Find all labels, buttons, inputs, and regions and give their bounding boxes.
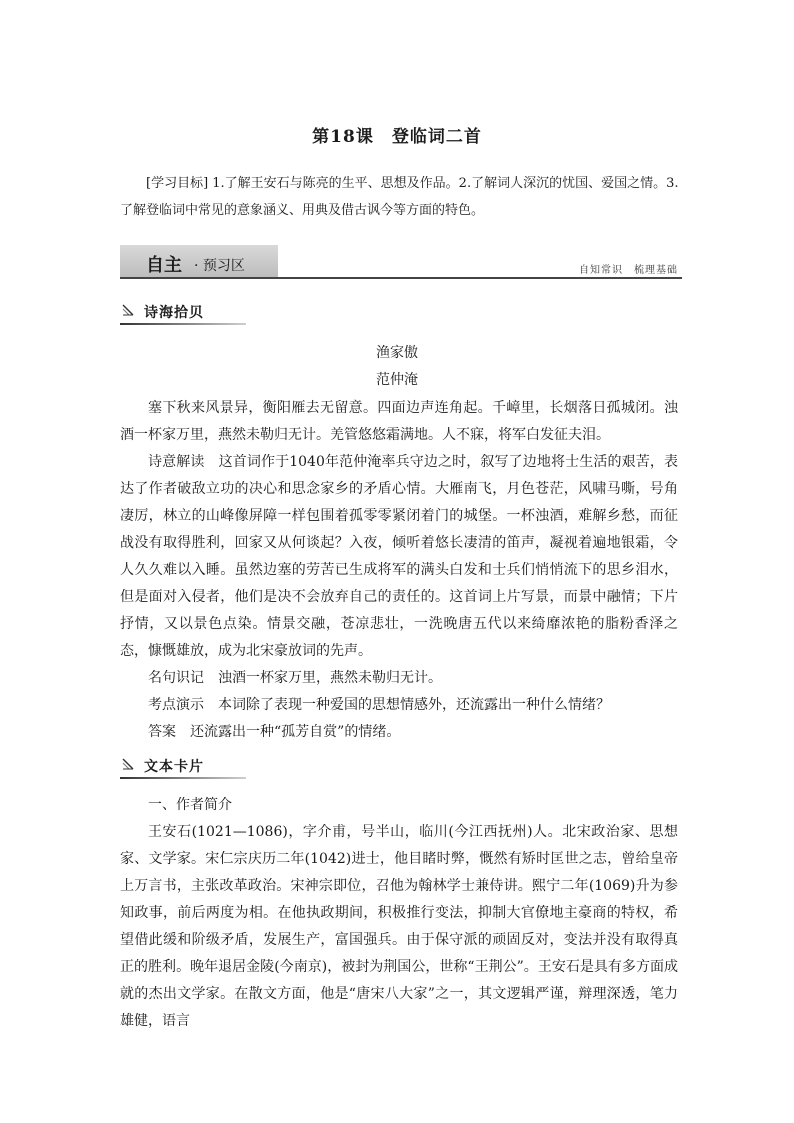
banner-main-label: 自主 <box>146 255 182 276</box>
answer: 答案 还流露出一种“孤芳自赏”的情绪。 <box>148 724 401 740</box>
section-label: 诗海拾贝 <box>144 305 204 321</box>
section-underline <box>120 323 246 325</box>
section-marker-icon <box>122 304 134 316</box>
section-header-poetry <box>120 301 246 325</box>
famous-line: 名句识记 浊酒一杯家万里，燕然未勒归无计。 <box>148 670 442 686</box>
poem-text: 塞下秋来风景异，衡阳雁去无留意。四面边声连角起。千嶂里，长烟落日孤城闭。浊酒一杯家万里，燕然未勒归无计。羌管悠悠霜满地。人不寐，将军白发征夫泪。 <box>120 400 678 443</box>
author-heading: 一、作者简介 <box>148 797 232 813</box>
banner-right-caption: 自知常识 梳理基础 <box>579 265 678 276</box>
poem-interpretation: 诗意解读 这首词作于1040年范仲淹率兵守边之时，叙写了边地将士生活的艰苦，表达了作者破敌立功的决心和思念家乡的矛盾心情。大雁南飞，月色苍茫，风啸马嘶，号角凄厉，林立的山峰像屏障一样包围着孤零零紧闭着门的城堡。一杯浊酒，难解乡愁，而征战没有取得胜利，回家又从何谈起？入夜，倾听着悠长凄清的笛声，凝视着遍地银霜，令人久久难以入睡。虽然边塞的劳苦已生成将军的满头白发和士兵们悄悄流下的思乡泪水，但是面对入侵者，他们是决不会放弃自己的责任的。这首词上片写景，而景中融情；下片抒情，又以景色点染。情景交融，苍凉悲壮，一洗晚唐五代以来绮靡浓艳的脂粉香泽之态，慷慨雄放，成为北宋豪放词的先声。 <box>120 454 678 659</box>
lesson-title: 第18课 登临词二首 <box>312 127 482 147</box>
poem-title: 渔家傲 <box>376 345 418 361</box>
exam-point: 考点演示 本词除了表现一种爱国的思想情感外，还流露出一种什么情绪？ <box>148 697 610 713</box>
section-header-text-card <box>120 755 246 779</box>
poem-author: 范仲淹 <box>376 372 418 388</box>
self-study-banner <box>120 245 682 279</box>
banner-sub-label: · 预习区 <box>194 258 245 274</box>
section-marker-icon <box>122 758 134 770</box>
section-label: 文本卡片 <box>144 759 204 775</box>
learning-objectives: [学习目标] 1.了解王安石与陈亮的生平、思想及作品。2.了解词人深沉的忧国、爱国之情。3.了解登临词中常见的意象涵义、用典及借古讽今等方面的特色。 <box>120 176 679 218</box>
author-biography: 王安石(1021—1086)，字介甫，号半山，临川(今江西抚州)人。北宋政治家、思想家、文学家。宋仁宗庆历二年(1042)进士，他目睹时弊，慨然有矫时匡世之志，曾给皇帝上万言书，主张改革政治。宋神宗即位，召他为翰林学士兼侍讲。熙宁二年(1069)升为参知政事，前后两度为相。在他执政期间，积极推行变法，抑制大官僚地主豪商的特权，希望借此缓和阶级矛盾，发展生产，富国强兵。由于保守派的顽固反对，变法并没有取得真正的胜利。晚年退居金陵(今南京)，被封为荆国公，世称“王荆公”。王安石是具有多方面成就的杰出文学家。在散文方面，他是“唐宋八大家”之一，其文逻辑严谨，辩理深透，笔力雄健，语言 <box>120 824 678 1029</box>
banner-rule <box>120 277 682 279</box>
section-underline <box>120 777 246 779</box>
